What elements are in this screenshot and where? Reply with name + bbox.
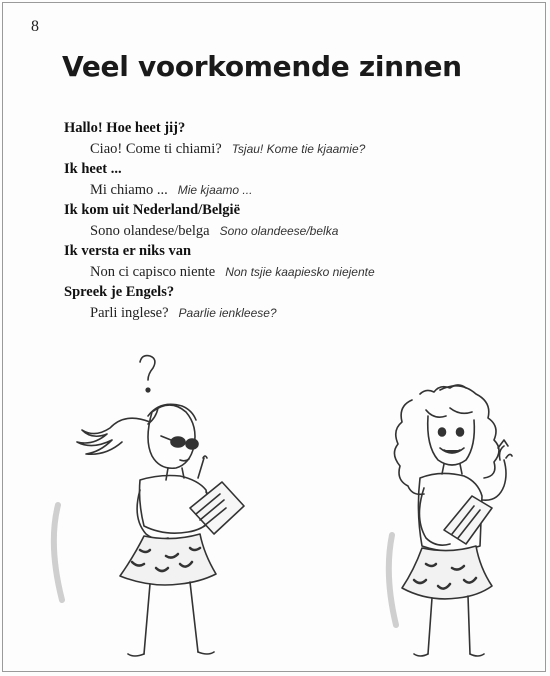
phrase-dutch: Hallo! Hoe heet jij?: [64, 120, 186, 136]
phrase-item: [64, 118, 524, 159]
phrase-italian: Sono olandese/belga: [90, 223, 210, 239]
illustration: [40, 350, 540, 670]
phrase-italian: Mi chiamo ...: [90, 182, 168, 198]
phrase-item: [64, 200, 524, 241]
confused-girl-figure: [54, 356, 244, 656]
phrase-dutch: Ik versta er niks van: [64, 243, 192, 259]
phrase-italian: Non ci capisco niente: [90, 264, 216, 280]
phrase-translation: [64, 220, 524, 241]
phrase-item: [64, 241, 524, 282]
phrase-italian: Parli inglese?: [90, 305, 169, 321]
page-title: Veel voorkomende zinnen: [62, 50, 462, 83]
phrase-dutch: Spreek je Engels?: [64, 284, 175, 300]
phrase-list: [64, 118, 524, 323]
phrase-pronunciation: Mie kjaamo ...: [177, 183, 253, 197]
phrase-translation: [64, 179, 524, 200]
phrase-item: [64, 282, 524, 323]
phrase-dutch: Ik heet ...: [64, 161, 122, 177]
phrase-pronunciation: Sono olandeese/belka: [219, 224, 339, 238]
phrase-pronunciation: Non tsjie kaapiesko niejente: [225, 265, 375, 279]
phrase-dutch: Ik kom uit Nederland/België: [64, 202, 241, 218]
phrase-translation: [64, 302, 524, 323]
smiling-girl-figure: [389, 385, 512, 656]
question-mark-icon: [140, 356, 155, 392]
phrase-pronunciation: Tsjau! Kome tie kjaamie?: [231, 142, 366, 156]
phrase-item: [64, 159, 524, 200]
phrase-translation: [64, 138, 524, 159]
phrase-pronunciation: Paarlie ienkleese?: [178, 306, 277, 320]
phrase-translation: [64, 261, 524, 282]
page-number: 8: [31, 18, 39, 35]
phrase-italian: Ciao! Come ti chiami?: [90, 141, 222, 157]
